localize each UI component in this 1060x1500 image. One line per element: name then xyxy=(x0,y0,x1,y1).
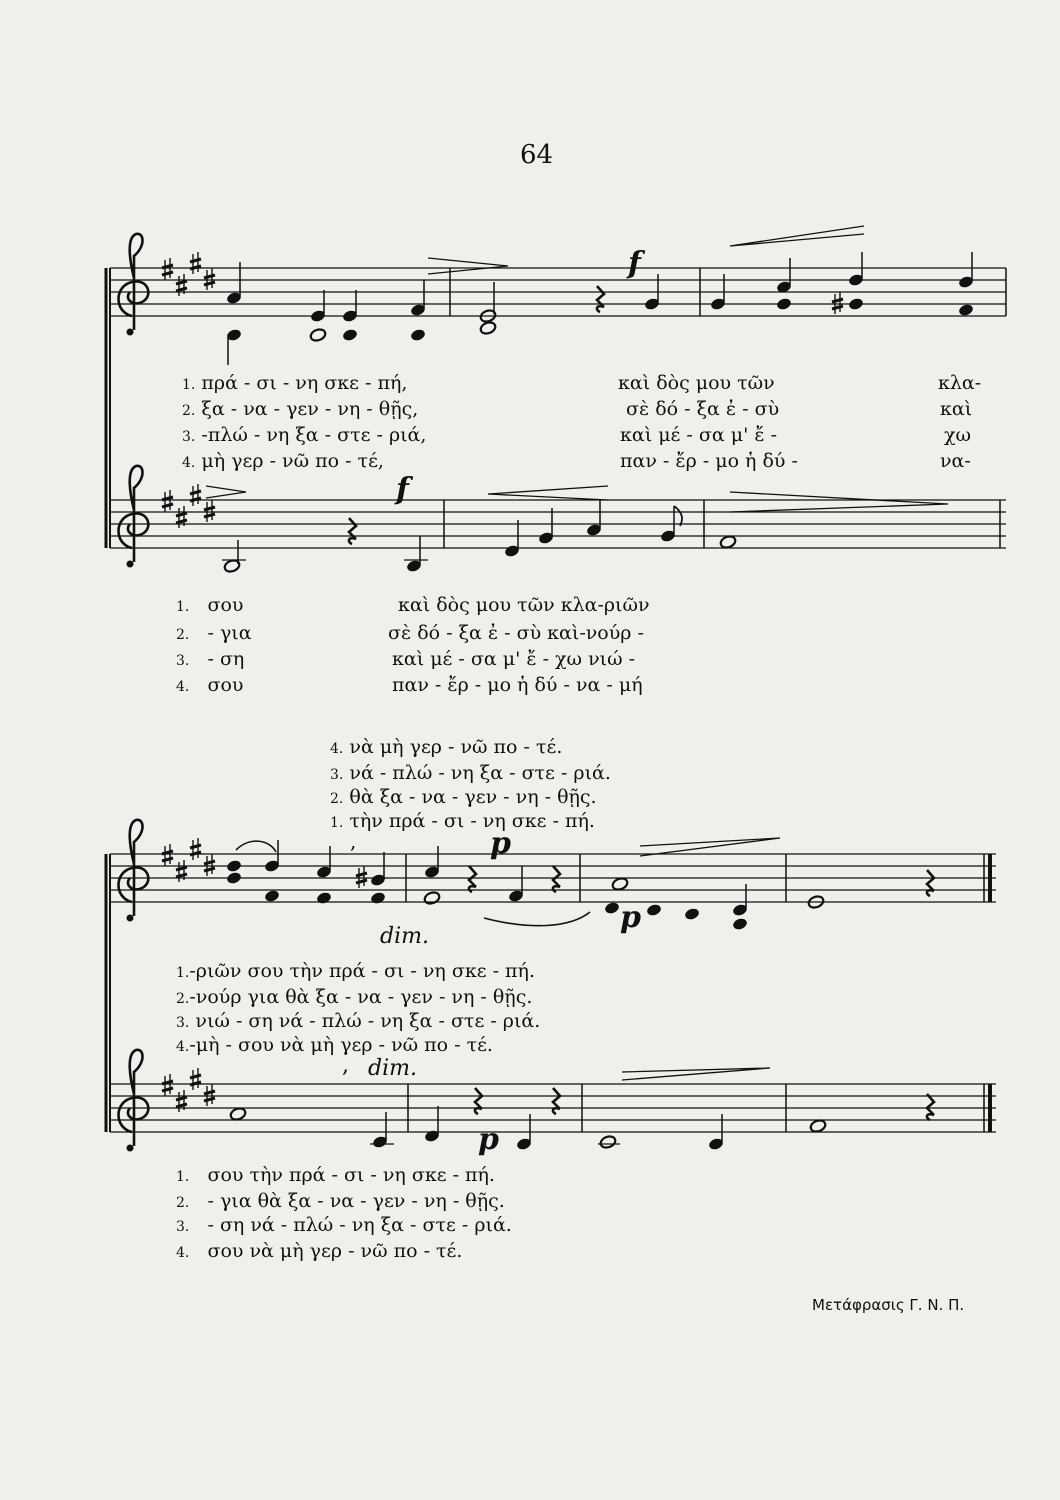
lyric-line-end: κλα- xyxy=(938,372,982,394)
lyric-line: 4. νὰ μὴ γερ - νῶ πο - τέ. xyxy=(330,736,563,758)
lyric-line-end: καὶ xyxy=(940,398,973,420)
lyric-line: 4. σου xyxy=(176,674,244,696)
lyric-line: 1. τὴν πρά - σι - νη σκε - πή. xyxy=(330,810,595,832)
lyric-line: 2. - για xyxy=(176,622,252,644)
lyric-line: 1. πρά - σι - νη σκε - πή, xyxy=(182,372,408,394)
lyric-line: 3. νά - πλώ - νη ξα - στε - ριά. xyxy=(330,762,611,784)
lyric-line: 2. θὰ ξα - να - γεν - νη - θῇς. xyxy=(330,786,597,808)
lyric-line: 4.-μὴ - σου νὰ μὴ γερ - νῶ πο - τέ. xyxy=(176,1034,493,1056)
lyric-line: 3. -πλώ - νη ξα - στε - ριά, xyxy=(182,424,427,446)
svg-text:,: , xyxy=(342,1053,349,1078)
lyric-line-cont: σὲ δό - ξα ἐ - σὺ καὶ-νούρ - xyxy=(388,622,644,644)
piano-marking-2: p xyxy=(620,900,641,935)
lyric-line: 1. σου τὴν πρά - σι - νη σκε - πή. xyxy=(176,1164,495,1186)
lyric-line-end: να- xyxy=(940,450,971,472)
lyric-line-end: χω xyxy=(944,424,972,446)
dim-marking-1: dim. xyxy=(380,924,429,949)
lyric-line: 2.-νούρ για θὰ ξα - να - γεν - νη - θῇς. xyxy=(176,986,533,1008)
forte-marking-1: f xyxy=(628,246,641,281)
staff-4 xyxy=(110,1050,996,1152)
staff-2 xyxy=(110,466,1006,574)
lyric-line: 3. - ση νά - πλώ - νη ξα - στε - ριά. xyxy=(176,1214,512,1236)
lyric-line: 1. σου xyxy=(176,594,244,616)
page-number: 64 xyxy=(520,140,554,170)
forte-marking-2: f xyxy=(396,472,409,507)
lyric-line: 2. - για θὰ ξα - να - γεν - νη - θῇς. xyxy=(176,1190,505,1212)
dim-marking-2: dim. xyxy=(368,1056,417,1081)
piano-marking-1: p xyxy=(490,826,511,861)
lyric-line-cont: καὶ μέ - σα μ' ἔ - xyxy=(620,424,777,446)
lyric-line: 2. ξα - να - γεν - νη - θῇς, xyxy=(182,398,419,420)
lyric-line: 4. σου νὰ μὴ γερ - νῶ πο - τέ. xyxy=(176,1240,463,1262)
svg-text:,: , xyxy=(350,829,357,853)
piano-marking-3: p xyxy=(478,1122,499,1157)
lyric-line-cont: σὲ δό - ξα ἐ - σὺ xyxy=(626,398,780,420)
lyric-line: 1.-ριῶν σου τὴν πρά - σι - νη σκε - πή. xyxy=(176,960,535,982)
lyric-line: 4. μὴ γερ - νῶ πο - τέ, xyxy=(182,450,384,472)
lyric-line-cont: καὶ δὸς μου τῶν κλα-ριῶν xyxy=(398,594,650,616)
lyric-line: 3. νιώ - ση νά - πλώ - νη ξα - στε - ριά. xyxy=(176,1010,541,1032)
lyric-line-cont: παν - ἔρ - μο ἡ δύ - xyxy=(620,450,798,472)
translation-credit: Μετάφρασις Γ. Ν. Π. xyxy=(812,1296,965,1314)
lyric-line: 3. - ση xyxy=(176,648,245,670)
lyric-line-cont: καὶ δὸς μου τῶν xyxy=(618,372,775,394)
lyric-line-cont: καὶ μέ - σα μ' ἔ - χω νιώ - xyxy=(392,648,636,670)
lyric-line-cont: παν - ἔρ - μο ἡ δύ - να - μή xyxy=(392,674,643,696)
